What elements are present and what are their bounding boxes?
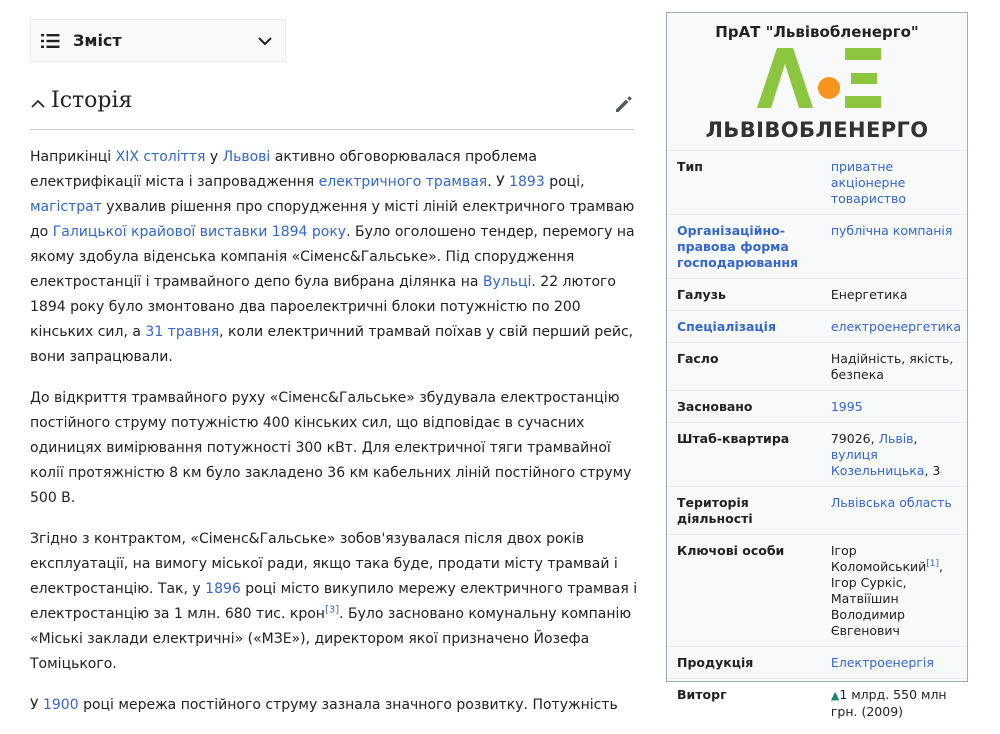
text: році мережа постійного струму зазнала значного розвитку. Потужність	[78, 697, 618, 713]
link-galician-exhibition[interactable]: Галицької крайової виставки 1894 року	[52, 224, 347, 240]
row-key: Штаб-квартира	[667, 423, 821, 487]
paragraph-3	[30, 527, 640, 677]
infobox-title: ПрАТ "Львівобленерго"	[715, 23, 919, 41]
row-key: Виторг	[667, 679, 821, 728]
section-heading	[30, 84, 634, 130]
paragraph-1	[30, 145, 640, 370]
link-1893[interactable]: 1893	[509, 174, 545, 190]
text: Ігор Коломойський	[830, 543, 927, 574]
list-icon	[41, 33, 61, 49]
link-lviv-city[interactable]: Львів	[878, 431, 914, 446]
row-key: Галузь	[667, 279, 821, 311]
paragraph-2: До відкриття трамвайного руху «Сіменс&Гальське» збудувала електростанцію постійного струму потужністю 400 кінських сил, що відповідає в сучасних одиницях вимірювання потужності 300 кВт. Для електричної тяги трамвайної колії протяжністю 8 км було закладено 36 км кабельних ліній постійного струму 500 В.	[30, 390, 632, 506]
text: 79026,	[830, 431, 879, 446]
link-may-31[interactable]: 31 травня	[145, 324, 220, 340]
link-lviv[interactable]: Львові	[222, 149, 271, 165]
infobox-row-revenue	[667, 679, 967, 728]
infobox-row-motto	[667, 343, 967, 391]
chevron-up-icon[interactable]	[30, 97, 46, 111]
infobox	[666, 12, 968, 719]
chevron-down-icon	[257, 33, 273, 49]
link-vulka[interactable]: Вульці	[482, 274, 532, 290]
text: . 22 лютого 1894 року було змонтовано два пароелектричні блоки потужністю по 200 кінських сил, а	[30, 274, 616, 340]
link-xix-century[interactable]: XIX століття	[115, 149, 206, 165]
infobox-row-territory	[667, 487, 967, 535]
link-1896[interactable]: 1896	[205, 581, 241, 597]
link-lviv-oblast[interactable]: Львівська область	[830, 495, 952, 510]
reference-link[interactable]: [1]	[926, 558, 939, 569]
row-key: Територія діяльності	[667, 487, 821, 535]
infobox-row-specialization	[667, 311, 967, 343]
text: , коли електричний трамвай поїхав у свій перший рейс, вони запрацювали.	[30, 324, 634, 365]
link-kozelnytska-street[interactable]: вулиця Козельницька	[830, 447, 925, 478]
text: , Ігор Суркіс, Матвіїшин Володимир Євгенович	[830, 559, 943, 638]
row-key: Гасло	[667, 343, 821, 391]
link-public-company[interactable]: публічна компанія	[830, 223, 953, 238]
link-1900[interactable]: 1900	[42, 697, 79, 713]
article-body	[30, 145, 640, 734]
row-value: 1 млрд. 550 млн грн. (2009)	[830, 687, 947, 719]
text: У	[30, 697, 43, 713]
toc-toggle-button[interactable]	[30, 19, 286, 62]
logo-mark-icon	[757, 46, 881, 110]
link-1995[interactable]: 1995	[830, 399, 863, 414]
row-key: Засновано	[667, 391, 821, 423]
infobox-row-key-people	[667, 535, 967, 647]
infobox-row-type	[667, 151, 967, 215]
infobox-row-industry	[667, 279, 967, 311]
text: Згідно з контрактом, «Сіменс&Гальське» зобов'язувалася після двох років експлуатації, на вимогу міської ради, якщо така буде, продати місту трамвай і електростанцію. Так, у	[30, 531, 618, 597]
text: активно обговорювалася проблема електрифікації міста і запровадження	[30, 149, 537, 190]
row-value: Надійність, якість, безпека	[821, 343, 967, 391]
infobox-row-org-form	[667, 215, 967, 279]
text: . Було засновано комунальну компанію «Міські заклади електричні» («МЗЕ»), директором якої призначено Йозефа Томіцького.	[30, 606, 632, 672]
link-electric-tram[interactable]: електричного трамвая	[318, 174, 488, 190]
infobox-row-founded	[667, 391, 967, 423]
link-specialization[interactable]: Спеціалізація	[667, 311, 821, 343]
row-key: Ключові особи	[667, 535, 821, 647]
link-type[interactable]: приватне акціонерне товариство	[830, 159, 907, 206]
link-org-form[interactable]: Організаційно-правова форма господарювання	[667, 215, 821, 279]
text: у	[205, 149, 223, 165]
text: Наприкінці	[30, 149, 116, 165]
text: . У	[487, 174, 510, 190]
toc-label: Зміст	[73, 31, 122, 50]
increase-arrow-icon: ▲	[830, 689, 840, 702]
infobox-row-hq	[667, 423, 967, 487]
link-electricity[interactable]: Електроенергія	[830, 655, 934, 670]
text: році місто викупило мережу електричного трамвая і електростанцію за 1 млн. 680 тис. крон	[30, 581, 638, 622]
link-electric-power[interactable]: електроенергетика	[830, 319, 961, 334]
text: ,	[913, 431, 918, 446]
company-logo	[667, 46, 967, 146]
pencil-icon[interactable]	[614, 94, 634, 114]
link-magistrat[interactable]: магістрат	[30, 199, 102, 215]
reference-link[interactable]: [3]	[324, 604, 340, 616]
row-value: Енергетика	[821, 279, 967, 311]
paragraph-4	[30, 693, 640, 718]
text: , 3	[924, 463, 941, 478]
logo-wordmark: ЛЬВІВОБЛЕНЕРГО	[705, 118, 929, 142]
row-key: Продукція	[667, 647, 821, 679]
section-title: Історія	[51, 88, 133, 113]
row-key: Тип	[667, 151, 821, 215]
text: ухвалив рішення про спорудження у місті ліній електричного трамваю до	[30, 199, 635, 240]
infobox-table	[667, 150, 967, 727]
text: році,	[544, 174, 585, 190]
text: . Було оголошено тендер, перемогу на якому здобула віденська компанія «Сіменс&Гальське». Під спорудження електростанції і трамвайного депо була вибрана ділянка на	[30, 224, 635, 290]
